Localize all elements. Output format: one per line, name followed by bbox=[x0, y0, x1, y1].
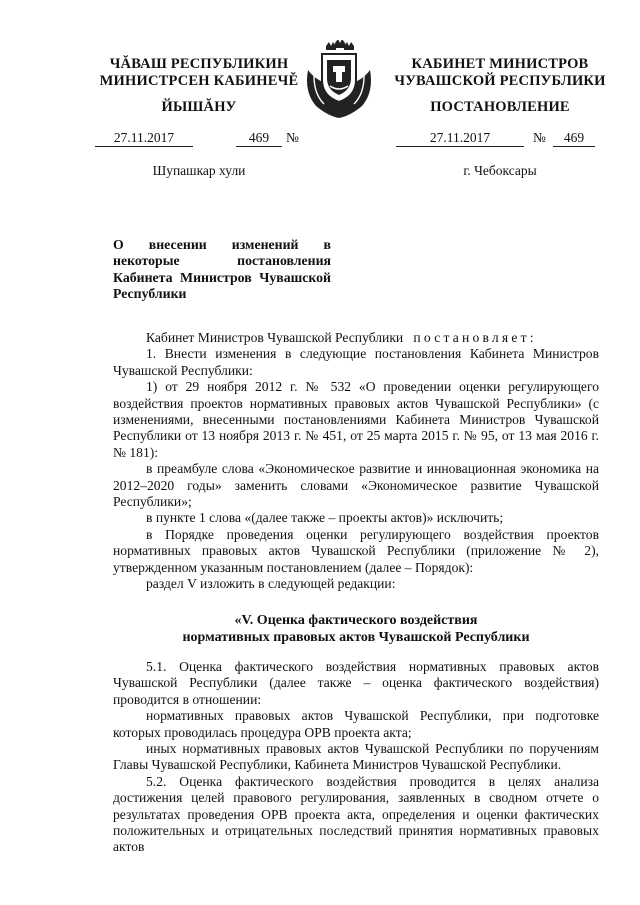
section-paragraph: 5.2. Оценка фактического воздействия проводится в целях анализа достижения целей правового регулирования, заявленных в сводном отчете о результатах проведения ОРВ проекта акта, определения и оценки фактических положительных и отрицательных последствий принятия нормативных правовых актов bbox=[113, 773, 599, 855]
intro-verb: постановляет: bbox=[413, 330, 537, 345]
section-body bbox=[113, 659, 599, 856]
body-paragraph: в пункте 1 слова «(далее также – проекты актов)» исключить; bbox=[146, 510, 504, 526]
body-paragraph: в преамбуле слова «Экономическое развитие и инновационная экономика на 2012–2020 годы» заменить словами «Экономическое развитие Чувашской Республики»; bbox=[113, 461, 599, 510]
header-left-number: 469 bbox=[248, 130, 270, 145]
divider bbox=[553, 146, 595, 147]
header-left-date: 27.11.2017 bbox=[113, 130, 175, 145]
section-paragraph: нормативных правовых актов Чувашской Республики, при подготовке которых проводилась процедура ОРВ проекта акта; bbox=[113, 708, 599, 740]
body-paragraph: в Порядке проведения оценки регулирующего воздействия проектов нормативных правовых актов Чувашской Республики (приложение № 2), утвержденном указанным постановлением (далее – Порядок): bbox=[113, 526, 599, 575]
header-left-place: Шупашкар хули bbox=[152, 163, 246, 178]
header-right-line2: ЧУВАШСКОЙ РЕСПУБЛИКИ bbox=[394, 73, 606, 89]
header-left-org bbox=[95, 56, 303, 90]
body-paragraph: 1. Внести изменения в следующие постановления Кабинета Министров Чувашской Республики: bbox=[113, 346, 599, 378]
section-paragraph: 5.1. Оценка фактического воздействия нормативных правовых актов Чувашской Республики (далее также – оценка фактического воздействия) проводится в отношении: bbox=[113, 659, 599, 707]
chuvash-coat-of-arms-icon bbox=[300, 40, 378, 120]
header-left-line1: ЧĂВАШ РЕСПУБЛИКИН bbox=[109, 56, 289, 72]
body-intro bbox=[113, 330, 599, 346]
header-right-place: г. Чебоксары bbox=[463, 163, 537, 178]
header-right-org bbox=[393, 56, 607, 90]
section-heading bbox=[113, 612, 599, 646]
body-paragraph: раздел V изложить в следующей редакции: bbox=[146, 576, 396, 592]
divider bbox=[236, 146, 282, 147]
header-right-number: 469 bbox=[563, 130, 585, 145]
document-body bbox=[113, 330, 599, 593]
body-paragraph: 1) от 29 ноября 2012 г. № 532 «О проведении оценки регулирующего воздействия проектов нормативных правовых актов Чувашской Республики» (с изменениями, внесенными постановлениями Кабинета Министров Чувашской Республики от 13 ноября 2013 г. № 451, от 25 марта 2015 г. № 95, от 13 мая 2016 г. № 181): bbox=[113, 379, 599, 460]
intro-text: Кабинет Министров Чувашской Республики bbox=[146, 330, 404, 345]
header-left-number-sign: № bbox=[286, 130, 299, 145]
section-heading-line2: нормативных правовых актов Чувашской Республики bbox=[182, 630, 530, 645]
header-right-date: 27.11.2017 bbox=[429, 130, 491, 145]
section-paragraph: иных нормативных правовых актов Чувашской Республики по поручениям Главы Чувашской Республики, Кабинета Министров Чувашской Республики. bbox=[113, 741, 599, 773]
header-left-line2: МИНИСТРСЕН КАБИНЕЧĚ bbox=[99, 73, 299, 89]
divider bbox=[396, 146, 524, 147]
header-right-line1: КАБИНЕТ МИНИСТРОВ bbox=[411, 56, 589, 72]
header-right-doc-type: ПОСТАНОВЛЕНИЕ bbox=[430, 99, 570, 115]
header-left-doc-type: ЙЫШĂНУ bbox=[161, 99, 237, 115]
document-title: О внесении изменений в некоторые постановления Кабинета Министров Чувашской Республики bbox=[113, 237, 331, 302]
header-right-number-sign: № bbox=[533, 130, 546, 145]
divider bbox=[95, 146, 193, 147]
section-heading-line1: «V. Оценка фактического воздействия bbox=[234, 613, 478, 628]
